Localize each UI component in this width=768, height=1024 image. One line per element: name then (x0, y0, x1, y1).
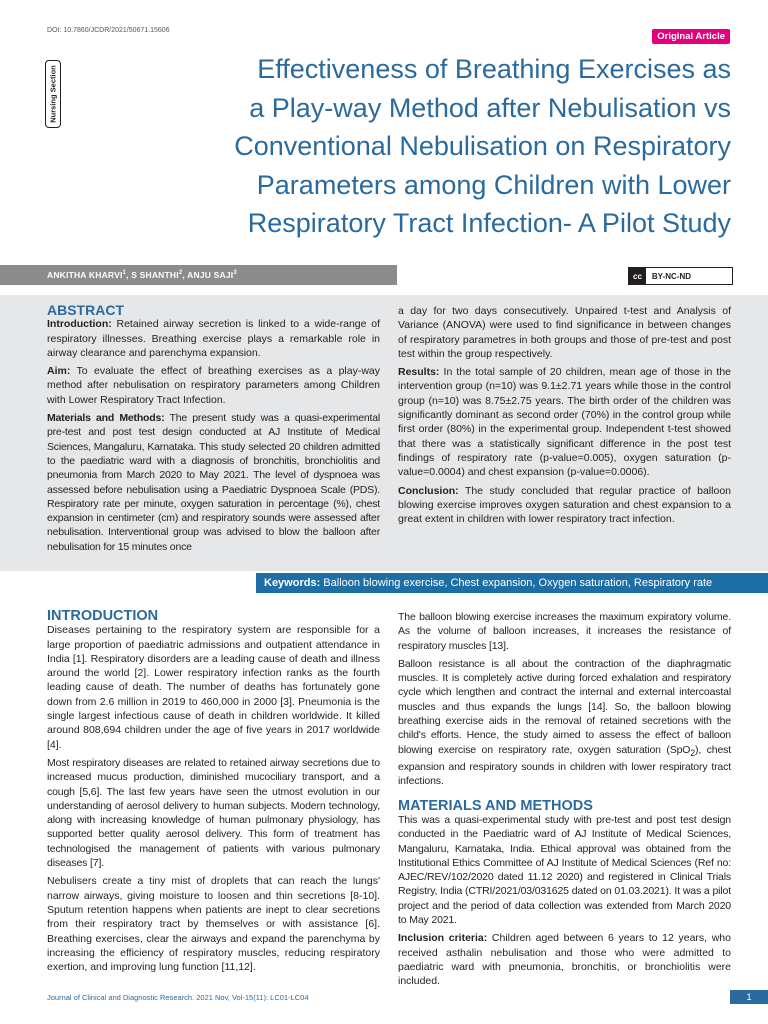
author-list (47, 270, 237, 280)
body-text: ), chest expansion and respiratory sounds in children with lower respiratory tract infections. (398, 743, 731, 788)
abstract-text: In the total sample of 20 children, mean age of those in the intervention group (n=10) was 9.1±2.71 years while those in the control group (n=10) was 8.75±2.75 years. The birth order of the children was significantly dominant as second order (70%) in the control group while first order (80%) in the experimental group. Independent t-test showed that there was a statistically significant difference in the post test findings of respiratory rate (p-value=0.005), oxygen saturation (p-value=0.0004) and chest expansion (p-value=0.0006). (398, 366, 731, 479)
doi-text: DOI: 10.7860/JCDR/2021/50671.15606 (47, 27, 170, 34)
section-tab (45, 60, 61, 128)
abstract-methods (47, 411, 380, 554)
abstract-results (398, 365, 731, 479)
author-bar (0, 265, 397, 285)
subscript: 2 (690, 747, 695, 758)
body-text: Balloon resistance is all about the contraction of the diaphragmatic muscles. It is completely active during forced exhalation and respiratory cycle which lengthen and contract the internal and external intercoastal muscles and thus expands the lungs [14]. So, the balloon blowing breathing exercise aids in the removal of retained secretions with the child's efforts. Hence, the study aimed to assess the effect of balloon blowing exercise on respiratory rate, oxygen saturation (SpO (398, 657, 731, 756)
abstract-introduction (47, 317, 380, 360)
abstract-label: Conclusion: (398, 484, 459, 497)
article-type-badge: Original Article (652, 29, 730, 44)
body-paragraph: Diseases pertaining to the respiratory system are responsible for a large proportion of paediatric admissions and outpatient attendance in India [1]. Respiratory disorders are a leading cause of death and illness around the world [2]. Lower respiratory infection ranks as the fourth leading cause of death. The number of deaths has fortunately gone down from 2.6 million in 2019 to 460,000 in 2000 [3]. Pneumonia is the single largest infectious cause of death in children worldwide. It killed around 808,694 children under the age of five years in 2017 worldwide [4]. (47, 624, 380, 751)
body-paragraph: Most respiratory diseases are related to retained airway secretions due to increased mucus production, diminished mucociliary transport, and a cough [5,6]. The last few years have seen the utmost evolution in our understanding of aerosol delivery to human subjects. Modern technology, along with increasing knowledge of human pulmonary physiology, has supported better quality aerosol delivery. This form of treatment has technologised the management of patients with various pulmonary diseases [7]. (47, 756, 380, 870)
body-right-column (398, 610, 731, 993)
author-name: , S SHANTHI (126, 270, 179, 280)
author-name: , ANJU SAJI (182, 270, 234, 280)
abstract-label: Results: (398, 366, 440, 379)
article-title (140, 50, 731, 243)
author-affiliation: 1 (122, 270, 127, 277)
abstract-methods-continued: a day for two days consecutively. Unpaired t-test and Analysis of Variance (ANOVA) were used to find significance in between changes of respiratory parametres in both groups and those of pre-test and post test within the group respectively. (398, 305, 731, 360)
introduction-heading: INTRODUCTION (47, 608, 159, 624)
keywords-text: Balloon blowing exercise, Chest expansion, Oxygen saturation, Respiratory rate (320, 577, 713, 589)
license-text: BY-NC-ND (651, 271, 692, 281)
abstract-text: The present study was a quasi-experimental pre-test and post test design conducted at AJ Institute of Medical Sciences, Mangaluru, Karnataka. This study selected 20 children admitted to the paediatric ward with a diagnosis of bronchitis, bronchiolitis and pneumonia from March 2020 to May 2021. The level of dyspnoea was assessed before nebulisation using a Paediatric Dyspnoea Scale (PDS). Respiratory rate per minute, oxygen saturation in percentage (%), chest expansion in centimeter (cm) and respiratory sounds were assessed after nebulisation. Interventional group was advised to blow the balloon after nebulisation for 15 minutes once (47, 412, 380, 553)
title-line: Effectiveness of Breathing Exercises as (257, 54, 731, 84)
abstract-heading: ABSTRACT (47, 302, 124, 318)
body-paragraph: The balloon blowing exercise increases the maximum expiratory volume. As the volume of balloon increases, it increases the resistance of respiratory muscles [13]. (398, 611, 731, 652)
abstract-aim (47, 364, 380, 407)
author-name: ANKITHA KHARVI (47, 270, 123, 280)
abstract-label: Introduction: (47, 318, 112, 331)
journal-footer: Journal of Clinical and Diagnostic Research. 2021 Nov, Vol-15(11): LC01-LC04 (47, 993, 309, 1002)
title-line: Conventional Nebulisation on Respiratory (234, 131, 731, 161)
author-affiliation: 3 (233, 270, 237, 277)
keywords-label: Keywords: (264, 577, 321, 589)
title-line: Parameters among Children with Lower (256, 169, 731, 200)
author-affiliation: 2 (178, 270, 183, 277)
inclusion-label: Inclusion criteria: (398, 932, 488, 945)
title-line: a Play-way Method after Nebulisation vs (249, 92, 731, 123)
abstract-left-column (47, 303, 380, 558)
methods-heading: MATERIALS AND METHODS (398, 797, 593, 814)
body-text: Children aged between 6 years to 12 years, who received asthalin nebulisation and those who were admitted to paediatric ward with pneumonia, bronchitis, or bronchiolitis were included. (398, 932, 731, 988)
body-paragraph (398, 931, 731, 988)
title-line: Respiratory Tract Infection- A Pilot Study (247, 208, 731, 238)
keywords-bar (256, 573, 768, 593)
abstract-label: Aim: (47, 365, 71, 378)
abstract-right-column (398, 304, 731, 530)
body-paragraph: This was a quasi-experimental study with pre-test and post test design conducted in the Paediatric ward of AJ Institute of Medical Sciences, Mangaluru, Karnataka, India. Ethical approval was obtained from the Institutional Ethics Committee of AJ Institute of Medical Sciences (Ref no: AJEC/REV/102/2020 dated 11.12 2020) and registered in Clinical Trials Registry, India (CTRI/2021/03/031625 dated on 01.03.2021). It was a pilot project and the period of data collection was extended from March 2020 to May 2021. (398, 813, 731, 927)
abstract-text: Retained airway secretion is linked to a wide-range of respiratory illnesses. Breathing exercise plays a remarkable role in airway clearance and parenchyma expansion. (47, 318, 380, 359)
body-paragraph (398, 657, 731, 789)
license-badge[interactable] (628, 267, 733, 285)
section-label: Nursing Section (48, 65, 58, 123)
abstract-text: The study concluded that regular practice of balloon blowing exercise improves oxygen saturation and chest expansion to a great extent in children with lower respiratory tract infection. (398, 484, 731, 526)
abstract-text: To evaluate the effect of breathing exercises as a play-way method after nebulisation on respiratory parameters among Children with Lower Respiratory Tract Infection. (47, 365, 380, 406)
body-left-column (47, 609, 380, 978)
abstract-conclusion (398, 484, 731, 527)
body-paragraph: Nebulisers create a tiny mist of droplets that can reach the lungs' narrow airways, giving moisture to loosen and thin secretions [8-10]. Sputum retention happens when patients are inept to clear secretions from their respiratory tract by themselves or with assistance [6]. Breathing exercises, clear the airways and expand the parenchyma by increasing the efficiency of respiratory muscles, reducing respiratory exertion, and improving lung function [11,12]. (47, 875, 380, 974)
cc-icon: cc (629, 268, 646, 284)
page-number: 1 (730, 990, 768, 1004)
abstract-label: Materials and Methods: (47, 412, 165, 425)
